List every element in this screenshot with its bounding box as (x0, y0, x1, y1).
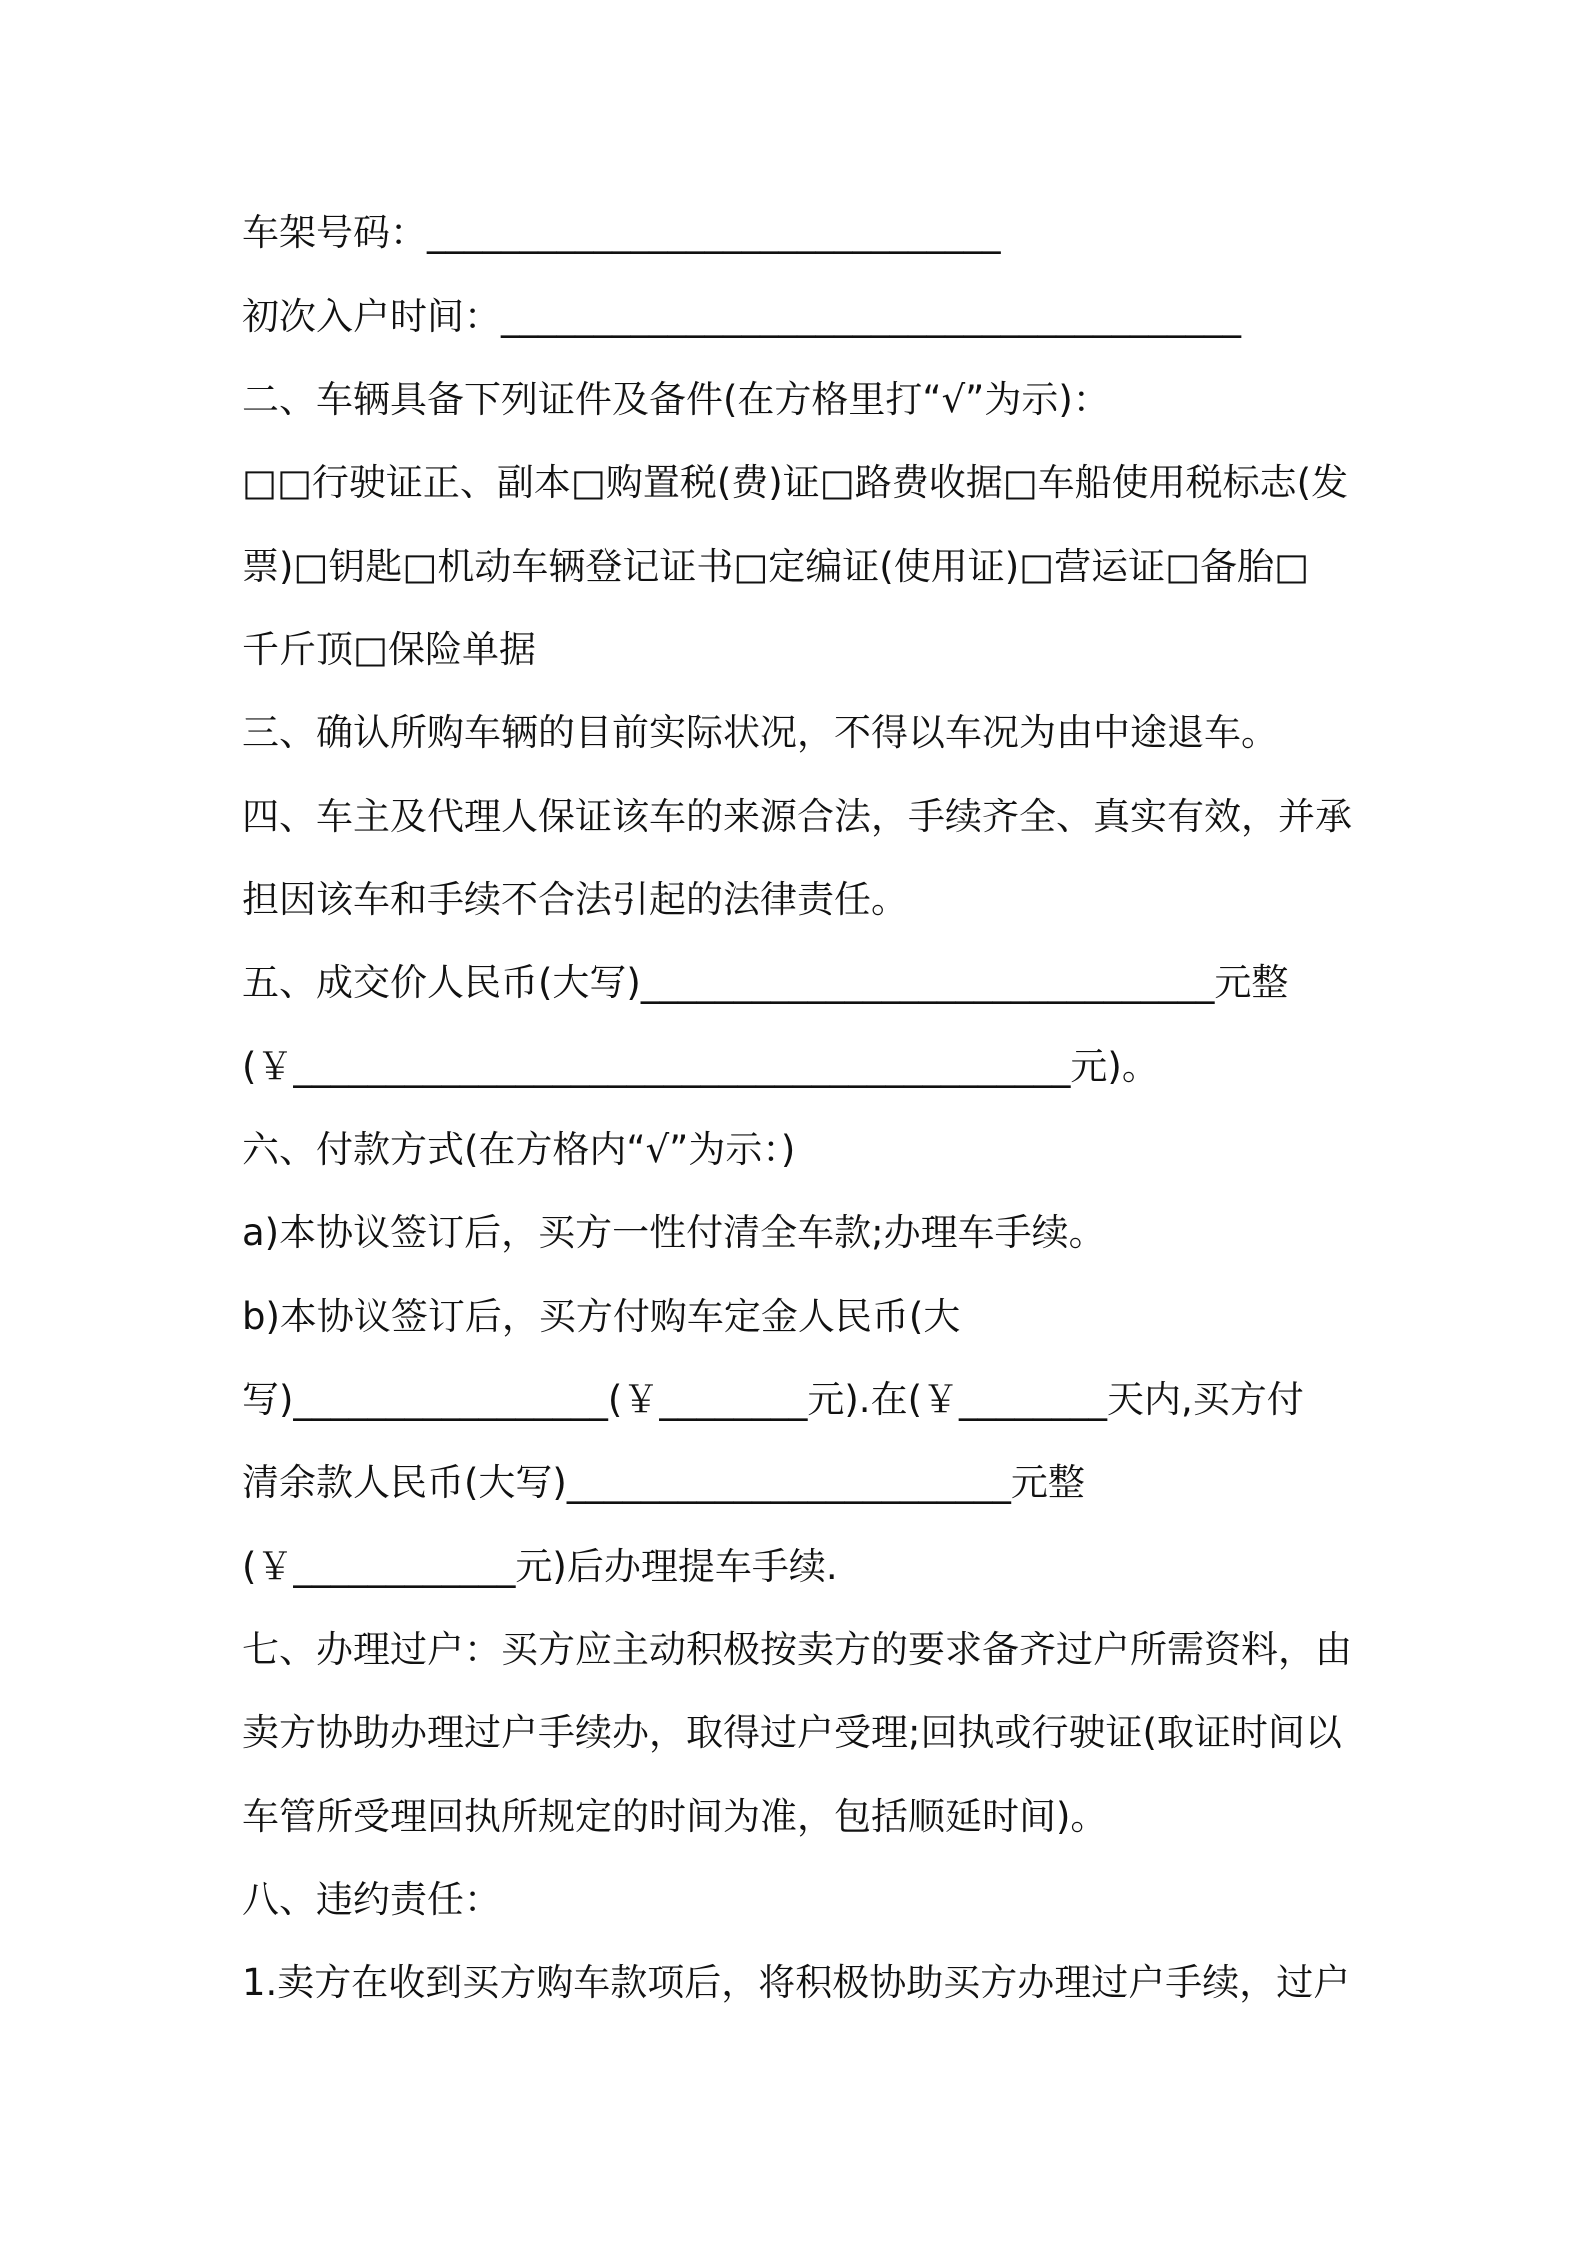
text-line-section-4-b: 担因该车和手续不合法引起的法律责任。 (242, 878, 908, 921)
text-line-section-3: 三、确认所购车辆的目前实际状况，不得以车况为由中途退车。 (242, 711, 1278, 754)
text-line-section-6-b4: (￥____________元)后办理提车手续. (242, 1545, 838, 1588)
text-line-section-5-a: 五、成交价人民币(大写)_______________________________元整 (242, 961, 1289, 1004)
text-line-vin: 车架号码：_______________________________ (242, 211, 1001, 254)
text-line-section-7-c: 车管所受理回执所规定的时间为准，包括顺延时间)。 (242, 1795, 1108, 1838)
text-line-section-4-a: 四、车主及代理人保证该车的来源合法，手续齐全、真实有效，并承 (242, 795, 1352, 838)
text-line-section-2-items-3: 千斤顶□保险单据 (242, 628, 536, 671)
text-line-section-7-b: 卖方协助办理过户手续办，取得过户受理;回执或行驶证(取证时间以 (242, 1711, 1342, 1754)
text-line-section-6-b1: b)本协议签订后，买方付购车定金人民币(大 (242, 1295, 961, 1338)
text-line-section-8-item-1: 1.卖方在收到买方购车款项后，将积极协助买方办理过户手续，过户 (242, 1961, 1351, 2004)
text-line-first-registration: 初次入户时间：________________________________________ (242, 295, 1241, 338)
text-line-section-5-b: (￥__________________________________________元)。 (242, 1045, 1159, 1088)
text-line-section-2-items-1: □□行驶证正、副本□购置税(费)证□路费收据□车船使用税标志(发 (242, 461, 1349, 504)
text-line-section-6-a: a)本协议签订后，买方一性付清全车款;办理车手续。 (242, 1211, 1106, 1254)
text-line-section-2-items-2: 票)□钥匙□机动车辆登记证书□定编证(使用证)□营运证□备胎□ (242, 545, 1310, 588)
text-line-section-6-b2: 写)_________________(￥________元).在(￥________天内,买方付 (242, 1378, 1304, 1421)
text-line-section-8-heading: 八、违约责任： (242, 1878, 501, 1921)
text-line-section-2-heading: 二、车辆具备下列证件及备件(在方格里打“√”为示)： (242, 378, 1110, 421)
text-line-section-6-heading: 六、付款方式(在方格内“√”为示：) (242, 1128, 796, 1171)
text-line-section-6-b3: 清余款人民币(大写)________________________元整 (242, 1461, 1085, 1504)
text-line-section-7-a: 七、办理过户：买方应主动积极按卖方的要求备齐过户所需资料，由 (242, 1628, 1352, 1671)
